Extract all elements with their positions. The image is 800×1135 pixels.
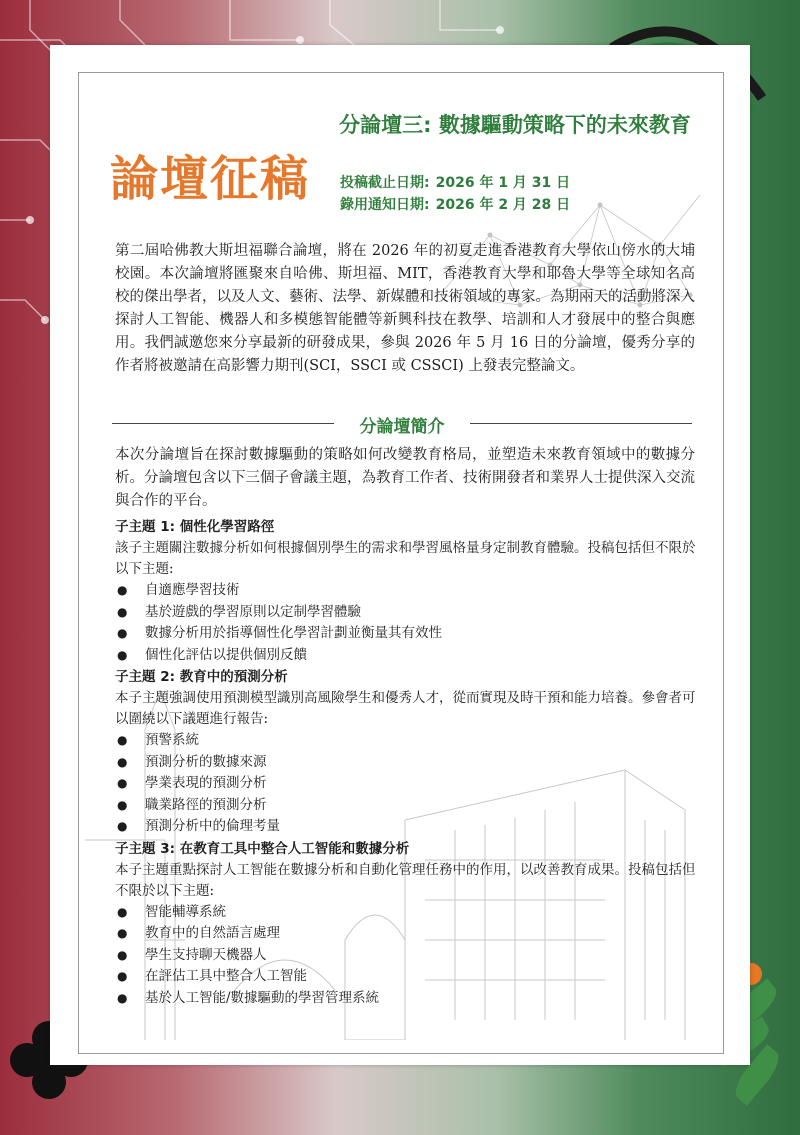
section-title: 分論壇簡介 xyxy=(359,417,445,437)
list-item: ● 基於遊戲的學習原則以定制學習體驗 xyxy=(115,602,700,624)
subtopic-title: 子主題 3: 在教育工具中整合人工智能和數據分析 xyxy=(115,840,410,857)
call-for-papers-title: 論壇征稿 xyxy=(110,151,311,207)
notify-value: 2026 年 2 月 28 日 xyxy=(435,197,571,213)
list-item: ● 自適應學習技術 xyxy=(115,580,700,602)
subtopic-desc: 本子主題重點探討人工智能在數據分析和自動化管理任務中的作用，以改善教育成果。投稿包括但不限於以下主題: xyxy=(115,861,696,899)
list-item: ● 基於人工智能/數據驅動的學習管理系統 xyxy=(115,988,700,1010)
subtopic-title: 子主題 2: 教育中的預測分析 xyxy=(115,669,288,685)
subtopic-list xyxy=(115,902,700,1010)
deadline-label: 投稿截止日期: xyxy=(340,175,430,191)
overview-paragraph: 本次分論壇旨在探討數據驅動的策略如何改變教育格局，並塑造未來教育領域中的數據分析。分論壇包含以下三個子會議主題，為教育工作者、技術開發者和業界人士提供深入交流與合作的平台。 xyxy=(115,447,695,509)
deadline-value: 2026 年 1 月 31 日 xyxy=(435,175,571,191)
list-item: ● 學業表現的預測分析 xyxy=(115,773,700,795)
forum-title: 分論壇三: 數據驅動策略下的未來教育 xyxy=(339,113,691,137)
list-item: ● 數據分析用於指導個性化學習計劃並衡量其有效性 xyxy=(115,623,700,645)
list-item: ● 教育中的自然語言處理 xyxy=(115,923,700,945)
list-item: ● 職業路徑的預測分析 xyxy=(115,795,700,817)
subtopic-1 xyxy=(115,516,700,666)
notify-row xyxy=(340,194,570,216)
subtopic-desc: 該子主題關注數據分析如何根據個別學生的需求和學習風格量身定制教育體驗。投稿包括但不限於以下主題: xyxy=(115,540,696,577)
subtopic-desc: 本子主題強調使用預測模型識別高風險學生和優秀人才，從而實現及時干預和能力培養。參會者可以圍繞以下議題進行報告: xyxy=(115,690,696,727)
list-item: ● 預測分析中的倫理考量 xyxy=(115,816,700,838)
list-item: ● 在評估工具中整合人工智能 xyxy=(115,966,700,988)
section-divider xyxy=(112,412,692,436)
subtopic-list xyxy=(115,580,700,666)
list-item: ● 個性化評估以提供個別反饋 xyxy=(115,645,700,667)
notify-label: 錄用通知日期: xyxy=(340,197,430,213)
subtopic-2 xyxy=(115,666,700,838)
divider-line xyxy=(470,423,692,424)
list-item: ● 智能輔導系統 xyxy=(115,902,700,924)
deadline-row xyxy=(340,172,570,194)
list-item: ● 預測分析的數據來源 xyxy=(115,752,700,774)
list-item: ● 學生支持聊天機器人 xyxy=(115,945,700,967)
subtopic-list xyxy=(115,730,700,838)
list-item: ● 預警系統 xyxy=(115,730,700,752)
dates-block xyxy=(340,172,570,216)
intro-paragraph: 第二屆哈佛教大斯坦福聯合論壇，將在 2026 年的初夏走進香港教育大學依山傍水的大埔校園。本次論壇將匯聚來自哈佛、斯坦福、MIT，香港教育大學和耶魯大學等全球知名高校的傑出學者，以及人文、藝術、法學、新媒體和技術領域的專家。為期兩天的活動將深入探討人工智能、機器人和多模態智能體等新興科技在教學、培訓和人才發展中的整合與應用。我們誠邀您來分享最新的研發成果，參與 2026 年 5 月 16 日的分論壇，優秀分享的作者將被邀請在高影響力期刊(SCI，SSCI 或 CSSCI) 上發表完整論文。 xyxy=(115,243,695,374)
subtopic-3 xyxy=(115,838,700,1010)
subtopics xyxy=(115,516,700,1009)
subtopic-title: 子主題 1: 個性化學習路徑 xyxy=(115,519,275,535)
